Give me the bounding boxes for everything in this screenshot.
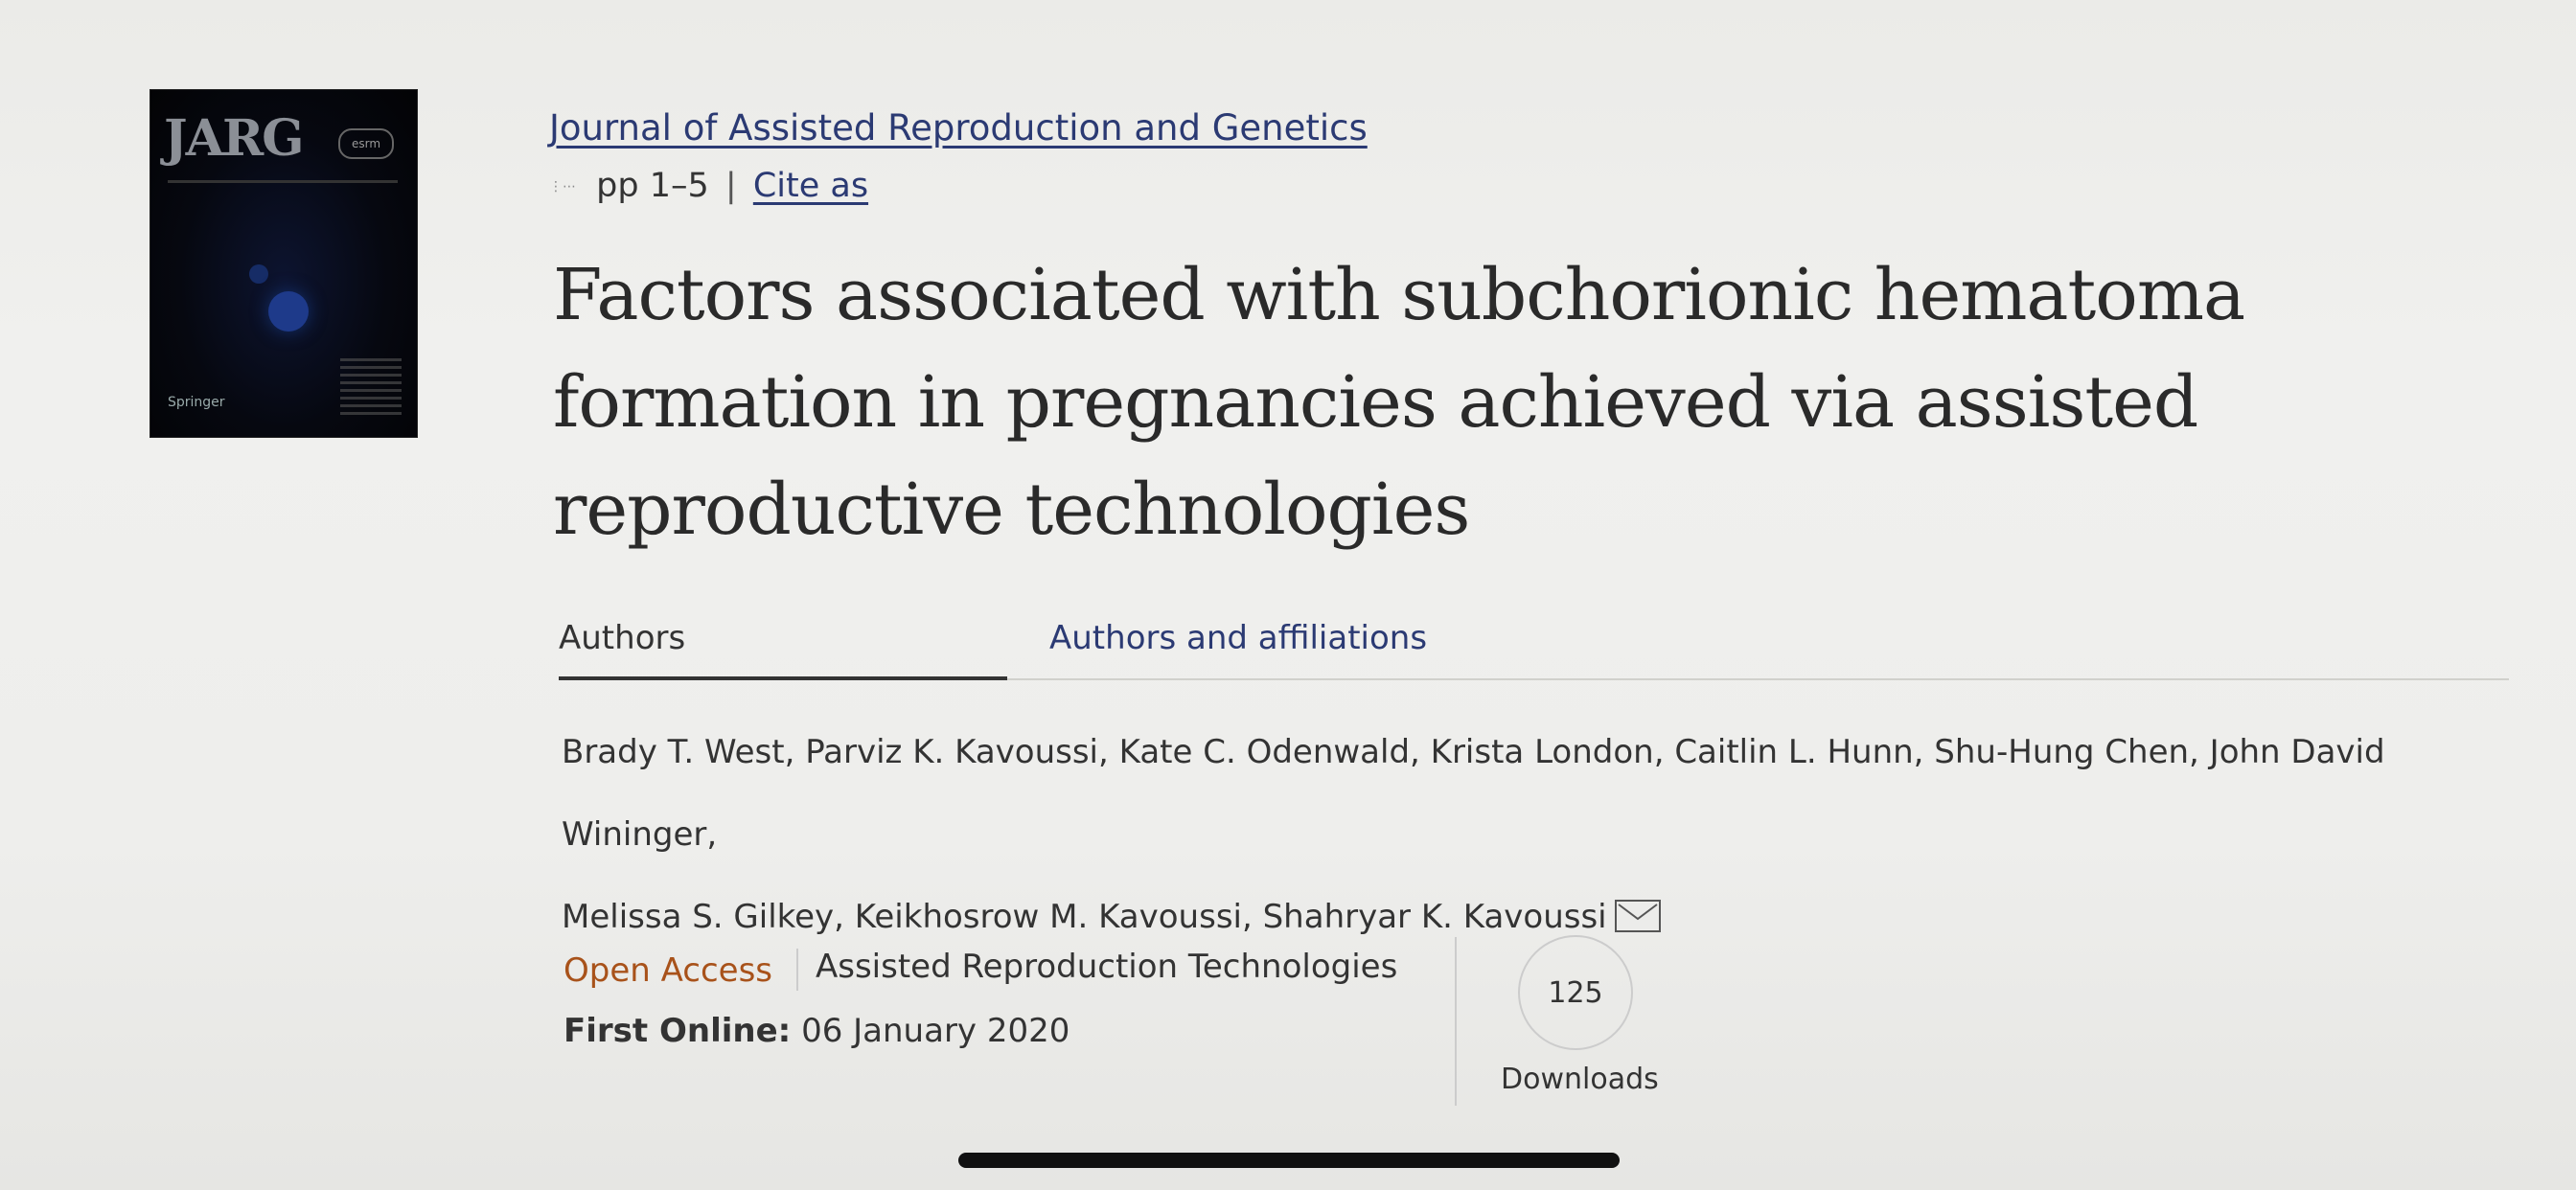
- cover-badge: esrm: [338, 128, 394, 159]
- cover-orb-small: [249, 264, 268, 284]
- dotted-icon: ⋮⋯: [549, 179, 576, 195]
- cover-orb-large: [268, 291, 309, 332]
- cover-divider: [168, 180, 398, 183]
- author-list-line-1: Brady T. West, Parviz K. Kavoussi, Kate C. Odenwald, Krista London, Caitlin L. Hunn, Shu-Hung Chen, John David Wininger,: [562, 733, 2385, 854]
- cover-text-block: [340, 358, 402, 420]
- cover-publisher: Springer: [168, 395, 225, 410]
- mail-icon[interactable]: [1615, 900, 1661, 932]
- subject-link[interactable]: Assisted Reproduction Technologies: [816, 948, 1398, 986]
- downloads-count: 125: [1518, 935, 1633, 1050]
- first-online-date: 06 January 2020: [801, 1012, 1070, 1050]
- divider: [1455, 937, 1457, 1106]
- author-list: [562, 711, 2526, 958]
- journal-cover-image[interactable]: [150, 90, 417, 437]
- downloads-label: Downloads: [1501, 1063, 1659, 1096]
- article-meta: [549, 167, 868, 205]
- divider: [796, 949, 798, 991]
- page-range: pp 1–5: [596, 167, 709, 205]
- journal-name-link[interactable]: Journal of Assisted Reproduction and Genetics: [549, 107, 1368, 149]
- author-list-line-2-text: Melissa S. Gilkey, Keikhosrow M. Kavoussi, Shahryar K. Kavoussi: [562, 898, 1607, 936]
- author-tabs: [559, 619, 2509, 680]
- article-title: Factors associated with subchorionic hematoma formation in pregnancies achieved via assisted reproductive technologies: [553, 254, 2245, 551]
- first-online-label: First Online:: [564, 1012, 792, 1050]
- cover-logo: JARG: [164, 109, 303, 168]
- open-access-badge: Open Access: [564, 951, 773, 990]
- first-online: [564, 1012, 1070, 1050]
- meta-separator: |: [724, 167, 737, 205]
- tab-authors-and-affiliations[interactable]: Authors and affiliations: [1049, 619, 1428, 657]
- home-indicator[interactable]: [958, 1153, 1620, 1168]
- tab-authors[interactable]: Authors: [559, 619, 1007, 680]
- cite-as-link[interactable]: Cite as: [752, 167, 869, 205]
